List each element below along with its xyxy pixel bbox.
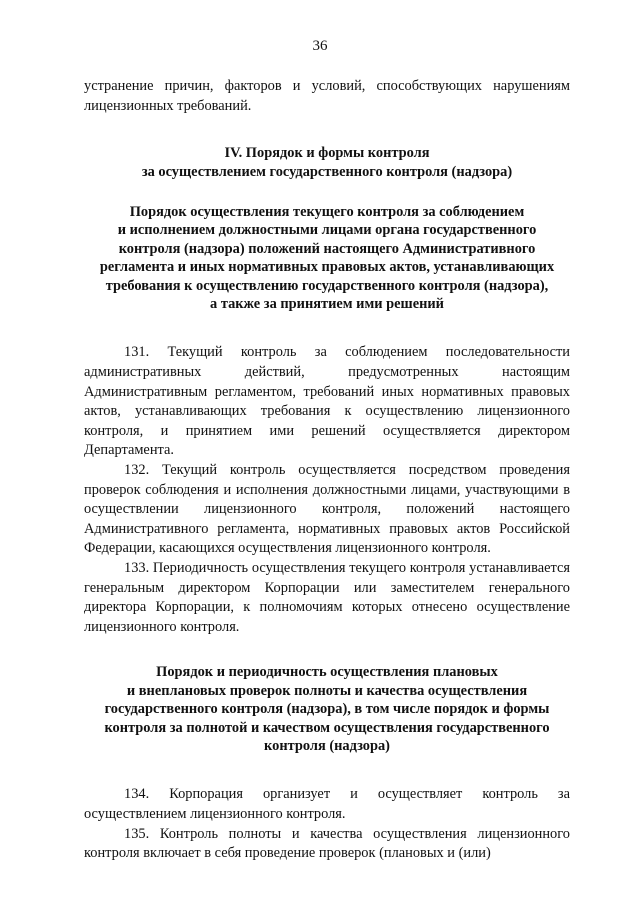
subheading-line: контроля за полнотой и качеством осуществления государственного: [104, 719, 550, 736]
paragraph-133: 133. Периодичность осуществления текущего контроля устанавливается генеральным директором Корпорации или заместителем генерального директора Корпорации, к полномочиям которых отнесено осуществление лицензионного контроля.: [84, 559, 570, 635]
subheading-line: и внеплановых проверок полноты и качества осуществления: [126, 682, 528, 699]
subheading-line: Порядок и периодичность осуществления плановых: [156, 664, 498, 681]
paragraph-132: 132. Текущий контроль осуществляется посредством проведения проверок соблюдения и исполнения должностными лицами, участвующими в осуществлении лицензионного контроля, положений настоящего Административного регламента, нормативных правовых актов Российской Федерации, касающихся осуществления лицензионного контроля.: [84, 462, 570, 557]
subheading-line: и исполнением должностными лицами органа государственного: [117, 222, 537, 239]
page-number: 36: [312, 38, 328, 54]
page-content: [84, 77, 570, 864]
subheading-line: регламента и иных нормативных правовых актов, устанавливающих: [99, 259, 555, 276]
subheading-line: контроля (надзора): [264, 737, 390, 754]
subheading-line: а также за принятием ими решений: [210, 296, 444, 313]
subheading-current-control: [84, 203, 570, 313]
section-heading-line: IV. Порядок и формы контроля: [224, 145, 430, 162]
section-body-1: [84, 343, 570, 637]
section-body-2: [84, 785, 570, 863]
paragraph-131: 131. Текущий контроль за соблюдением последовательности административных действий, предусмотренных настоящим Административным регламентом, требований иных нормативных правовых актов, устанавливающих требования к осуществлению лицензионного контроля, и принятием ими решений осуществляется директором Департамента.: [84, 344, 570, 459]
subheading-line: Порядок осуществления текущего контроля за соблюдением: [129, 204, 525, 220]
intro-paragraph: устранение причин, факторов и условий, способствующих нарушениям лицензионных требований.: [84, 78, 570, 114]
paragraph-135: 135. Контроль полноты и качества осуществления лицензионного контроля включает в себя проведение проверок (плановых и (или): [84, 825, 570, 862]
subheading-inspections: [84, 663, 570, 755]
section-heading: [84, 144, 570, 181]
paragraph-134: 134. Корпорация организует и осуществляет контроль за осуществлением лицензионного контроля.: [84, 786, 570, 822]
subheading-line: требования к осуществлению государственного контроля (надзора),: [105, 277, 549, 294]
section-heading-line: за осуществлением государственного контроля (надзора): [141, 163, 513, 180]
subheading-line: государственного контроля (надзора), в том числе порядок и формы: [104, 701, 550, 718]
subheading-line: контроля (надзора) положений настоящего Административного: [118, 240, 536, 257]
